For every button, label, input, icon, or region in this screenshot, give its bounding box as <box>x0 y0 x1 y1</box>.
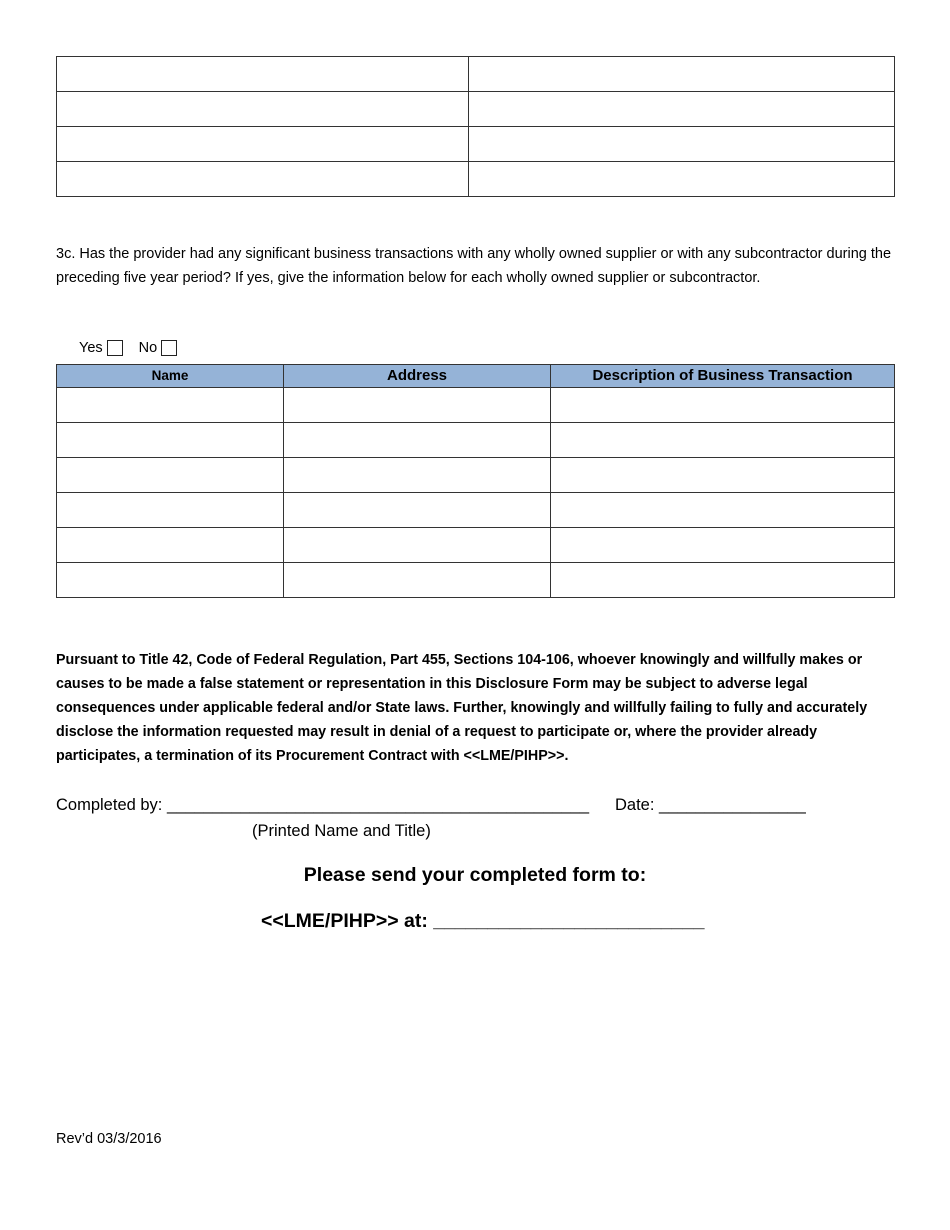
table-row <box>57 127 895 162</box>
column-header-address: Address <box>284 365 551 388</box>
table-cell[interactable] <box>284 563 551 598</box>
top-table <box>56 56 895 197</box>
no-label: No <box>138 340 158 356</box>
table-cell[interactable] <box>284 528 551 563</box>
yes-no-options <box>79 340 193 356</box>
table-row <box>57 493 895 528</box>
table-cell[interactable] <box>57 162 469 197</box>
table-cell[interactable] <box>551 388 895 423</box>
column-header-description: Description of Business Transaction <box>551 365 895 388</box>
table-row <box>57 92 895 127</box>
table-cell[interactable] <box>469 92 895 127</box>
table-cell[interactable] <box>57 388 284 423</box>
table-row <box>57 528 895 563</box>
table-cell[interactable] <box>57 423 284 458</box>
table-cell[interactable] <box>284 458 551 493</box>
table-cell[interactable] <box>469 57 895 92</box>
yes-label: Yes <box>79 340 103 356</box>
table-row <box>57 563 895 598</box>
table-cell[interactable] <box>284 423 551 458</box>
table-cell[interactable] <box>284 493 551 528</box>
legal-disclaimer: Pursuant to Title 42, Code of Federal Regulation, Part 455, Sections 104-106, whoever knowingly and willfully makes or causes to be made a false statement or representation in this Disclosure Form may be subject to adverse legal consequences under applicable federal and/or State laws. Further, knowingly and willfully failing to fully and accurately disclose the information requested may result in denial of a request to participate or, where the provider already participates, a termination of its Procurement Contract with <<LME/PIHP>>. <box>56 652 868 764</box>
transactions-table <box>56 364 895 598</box>
table-cell[interactable] <box>57 92 469 127</box>
table-header-row <box>57 365 895 388</box>
table-cell[interactable] <box>57 528 284 563</box>
send-address-line: <<LME/PIHP>> at: _________________________ <box>261 910 705 932</box>
table-cell[interactable] <box>57 127 469 162</box>
date-field[interactable]: Date: ________________ <box>615 796 806 814</box>
column-header-name: Name <box>57 365 284 388</box>
table-row <box>57 57 895 92</box>
table-row <box>57 458 895 493</box>
table-cell[interactable] <box>551 528 895 563</box>
table-cell[interactable] <box>551 423 895 458</box>
table-cell[interactable] <box>551 563 895 598</box>
table-cell[interactable] <box>284 388 551 423</box>
yes-checkbox[interactable] <box>107 340 123 356</box>
revision-date: Rev’d 03/3/2016 <box>56 1131 162 1147</box>
question-3c-text: 3c. Has the provider had any significant business transactions with any wholly owned supplier or with any subcontractor during the preceding five year period? If yes, give the information below for each wholly owned supplier or subcontractor. <box>56 246 892 286</box>
table-row <box>57 388 895 423</box>
table-cell[interactable] <box>551 458 895 493</box>
table-cell[interactable] <box>57 563 284 598</box>
send-heading: Please send your completed form to: <box>303 864 647 886</box>
table-cell[interactable] <box>551 493 895 528</box>
table-row <box>57 423 895 458</box>
printed-name-caption: (Printed Name and Title) <box>252 822 431 840</box>
no-checkbox[interactable] <box>161 340 177 356</box>
completed-by-field[interactable]: Completed by: ______________________________________________ <box>56 796 590 814</box>
table-cell[interactable] <box>57 458 284 493</box>
table-row <box>57 162 895 197</box>
table-cell[interactable] <box>57 57 469 92</box>
table-cell[interactable] <box>469 162 895 197</box>
table-cell[interactable] <box>469 127 895 162</box>
table-cell[interactable] <box>57 493 284 528</box>
